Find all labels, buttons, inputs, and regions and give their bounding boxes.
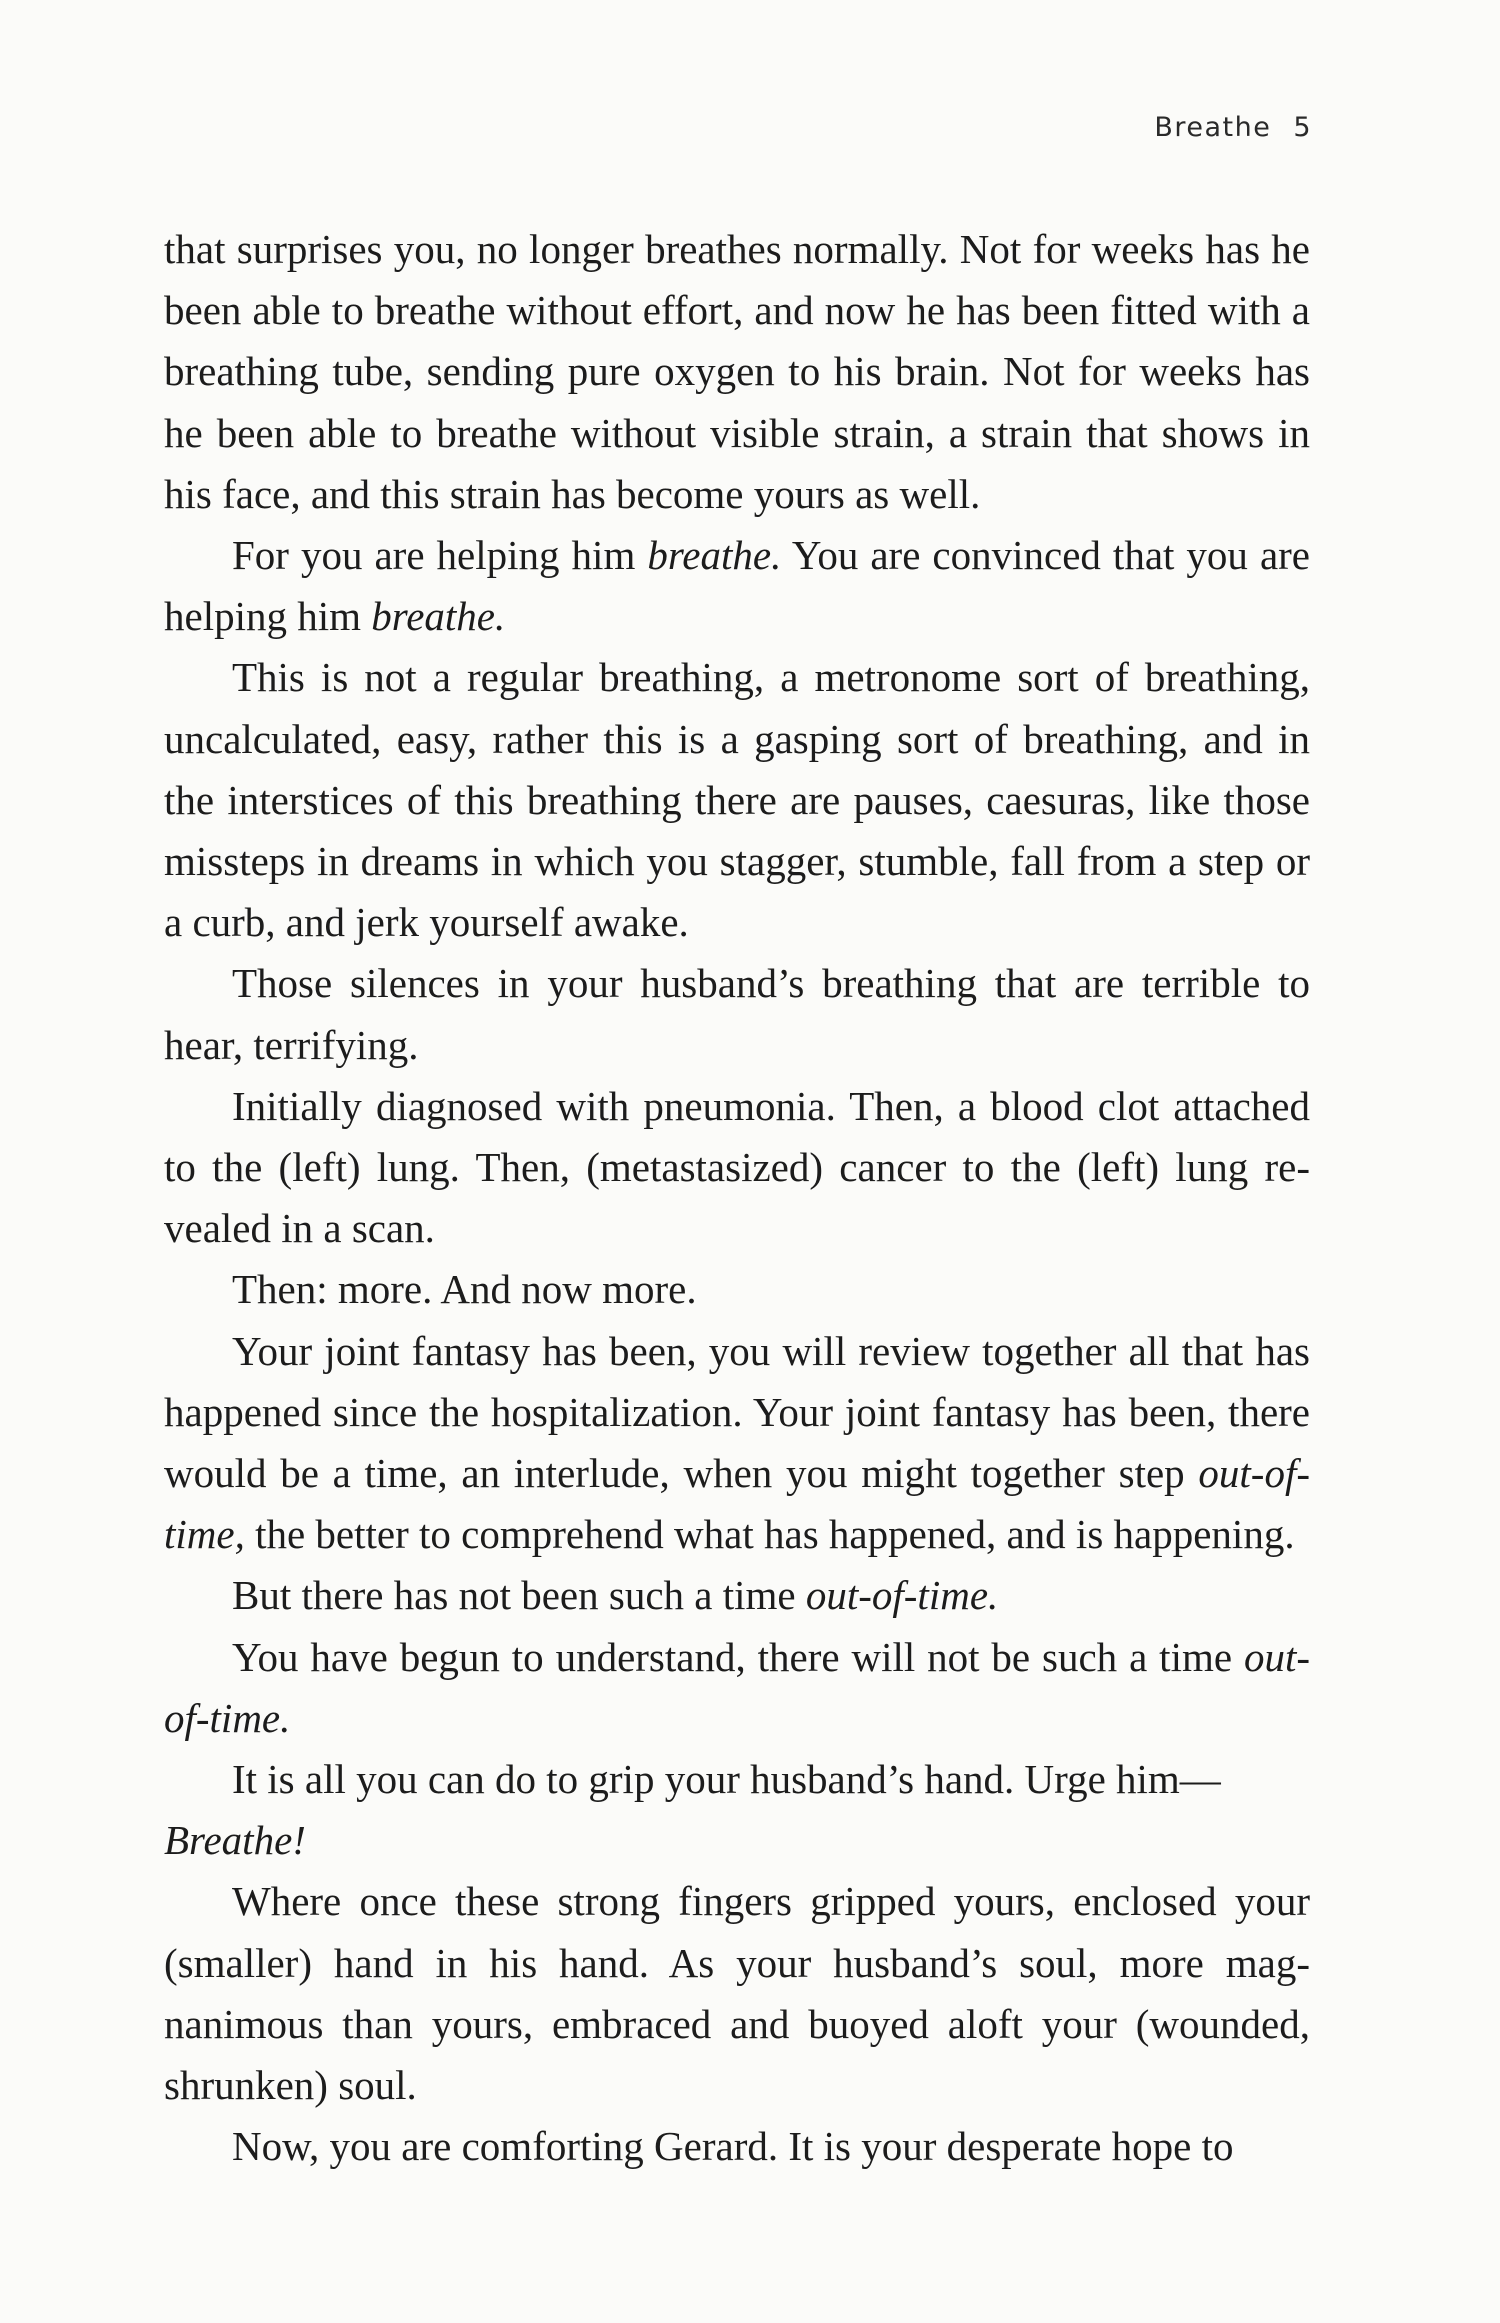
paragraph: Now, you are comforting Gerard. It is your desperate hope to xyxy=(232,2123,1234,2170)
paragraph: For you are helping him breathe. You are convinced that you are helping him breathe. xyxy=(164,532,1310,640)
running-head xyxy=(1154,112,1312,143)
paragraph: Initially diagnosed with pneumonia. Then, a blood clot attached to the (left) lung. Then, (metastasized) cancer to the (left) lung revealed in a scan. xyxy=(164,1082,1310,1252)
page-number: 5 xyxy=(1293,112,1312,143)
paragraph: that surprises you, no longer breathes normally. Not for weeks has he been able to breathe without effort, and now he has been fitted with a breathing tube, sending pure oxygen to his brain. Not for weeks has he been able to breathe without visible strain, a strain that shows in his face, and this strain has become yours as well. xyxy=(164,226,1310,517)
paragraph: But there has not been such a time out-of-time. xyxy=(232,1572,999,1619)
paragraph: You have begun to understand, there will not be such a time out-of-time. xyxy=(164,1633,1310,1741)
paragraph: This is not a regular breathing, a metronome sort of breathing, uncalculated, easy, rather this is a gasping sort of breathing, and in the interstices of this breathing there are pauses, caesuras, like those missteps in dreams in which you stagger, stumble, fall from a step or a curb, and jerk yourself awake. xyxy=(164,654,1310,946)
paragraph: Then: more. And now more. xyxy=(232,1266,697,1313)
running-title: Breathe xyxy=(1154,112,1272,143)
paragraph: Your joint fantasy has been, you will review together all that has happened since the hospitalization. Your joint fantasy has been, there would be a time, an interlude, when you might together step out-of-time, the better to comprehend what has happened, and is happening. xyxy=(164,1327,1310,1558)
paragraph: Where once these strong fingers gripped yours, enclosed your (smaller) hand in his hand. As your husband’s soul, more magnanimous than yours, embraced and buoyed aloft your (wounded, shrunken) soul. xyxy=(164,1878,1310,2109)
body-text xyxy=(164,219,1310,2178)
paragraph: Those silences in your husband’s breathing that are terrible to hear, terrifying. xyxy=(164,960,1310,1068)
paragraph: It is all you can do to grip your husband’s hand. Urge him— Breathe! xyxy=(164,1756,1221,1864)
